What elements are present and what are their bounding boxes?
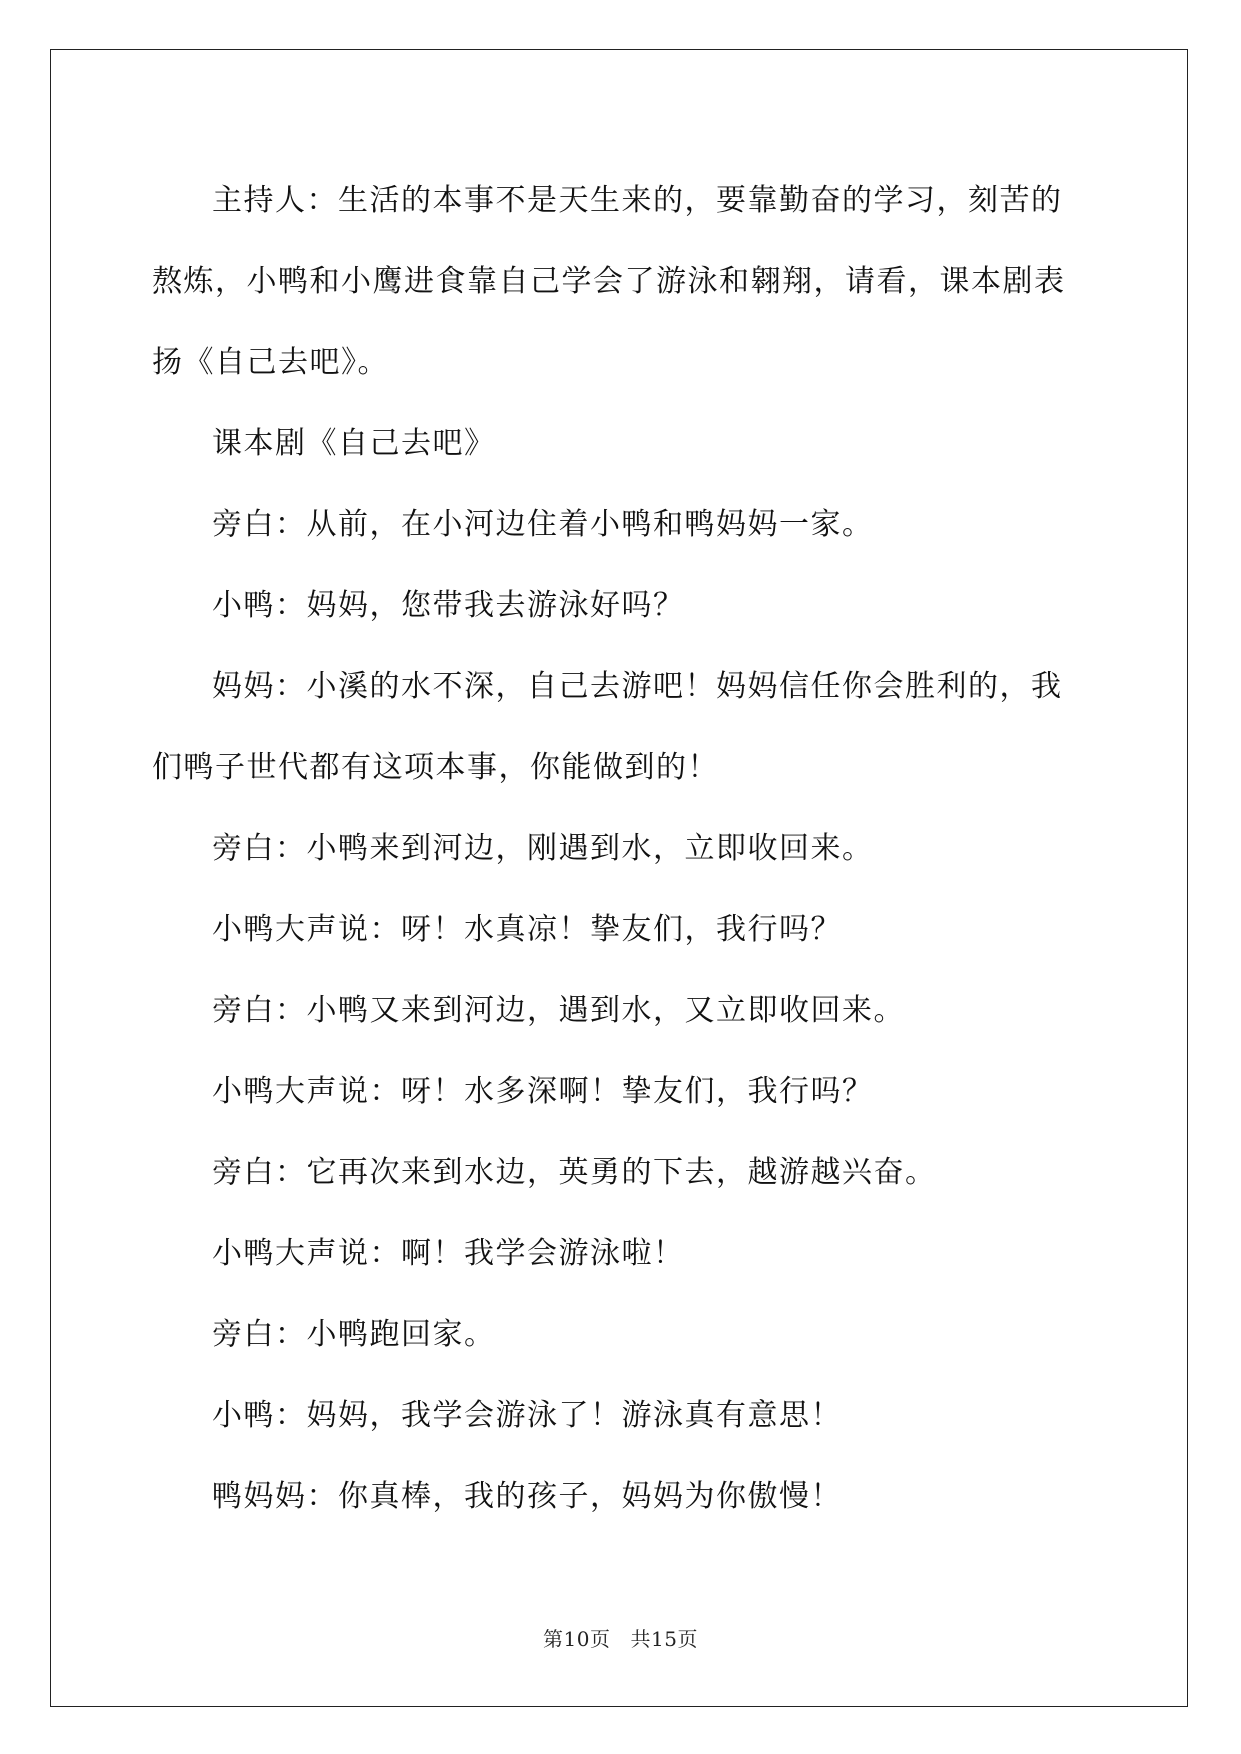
current-page-label: 第10页 (543, 1627, 611, 1651)
paragraph: 小鸭：妈妈，您带我去游泳好吗？ (212, 588, 685, 623)
total-pages-label: 共15页 (630, 1627, 698, 1651)
document-body (152, 160, 1092, 1537)
paragraph: 小鸭大声说：呀！水多深啊！挚友们，我行吗？ (212, 1074, 874, 1109)
paragraph: 旁白：小鸭又来到河边，遇到水，又立即收回来。 (212, 993, 905, 1028)
paragraph: 妈妈：小溪的水不深，自己去游吧！妈妈信任你会胜利的，我们鸭子世代都有这项本事，你能做到的！ (152, 669, 1063, 785)
paragraph: 旁白：它再次来到水边，英勇的下去，越游越兴奋。 (212, 1155, 937, 1190)
paragraph: 鸭妈妈：你真棒，我的孩子，妈妈为你傲慢！ (212, 1479, 842, 1514)
paragraph: 旁白：小鸭跑回家。 (212, 1317, 496, 1352)
paragraph: 旁白：小鸭来到河边，刚遇到水，立即收回来。 (212, 831, 874, 866)
paragraph: 小鸭大声说：啊！我学会游泳啦！ (212, 1236, 685, 1271)
paragraph: 课本剧《自己去吧》 (212, 426, 496, 461)
page-footer (0, 1623, 1241, 1652)
paragraph: 主持人：生活的本事不是天生来的，要靠勤奋的学习，刻苦的熬炼，小鸭和小鹰进食靠自己学会了游泳和翱翔，请看，课本剧表扬《自己去吧》。 (152, 183, 1066, 380)
paragraph: 旁白：从前，在小河边住着小鸭和鸭妈妈一家。 (212, 507, 874, 542)
paragraph: 小鸭大声说：呀！水真凉！挚友们，我行吗？ (212, 912, 842, 947)
paragraph: 小鸭：妈妈，我学会游泳了！游泳真有意思！ (212, 1398, 842, 1433)
